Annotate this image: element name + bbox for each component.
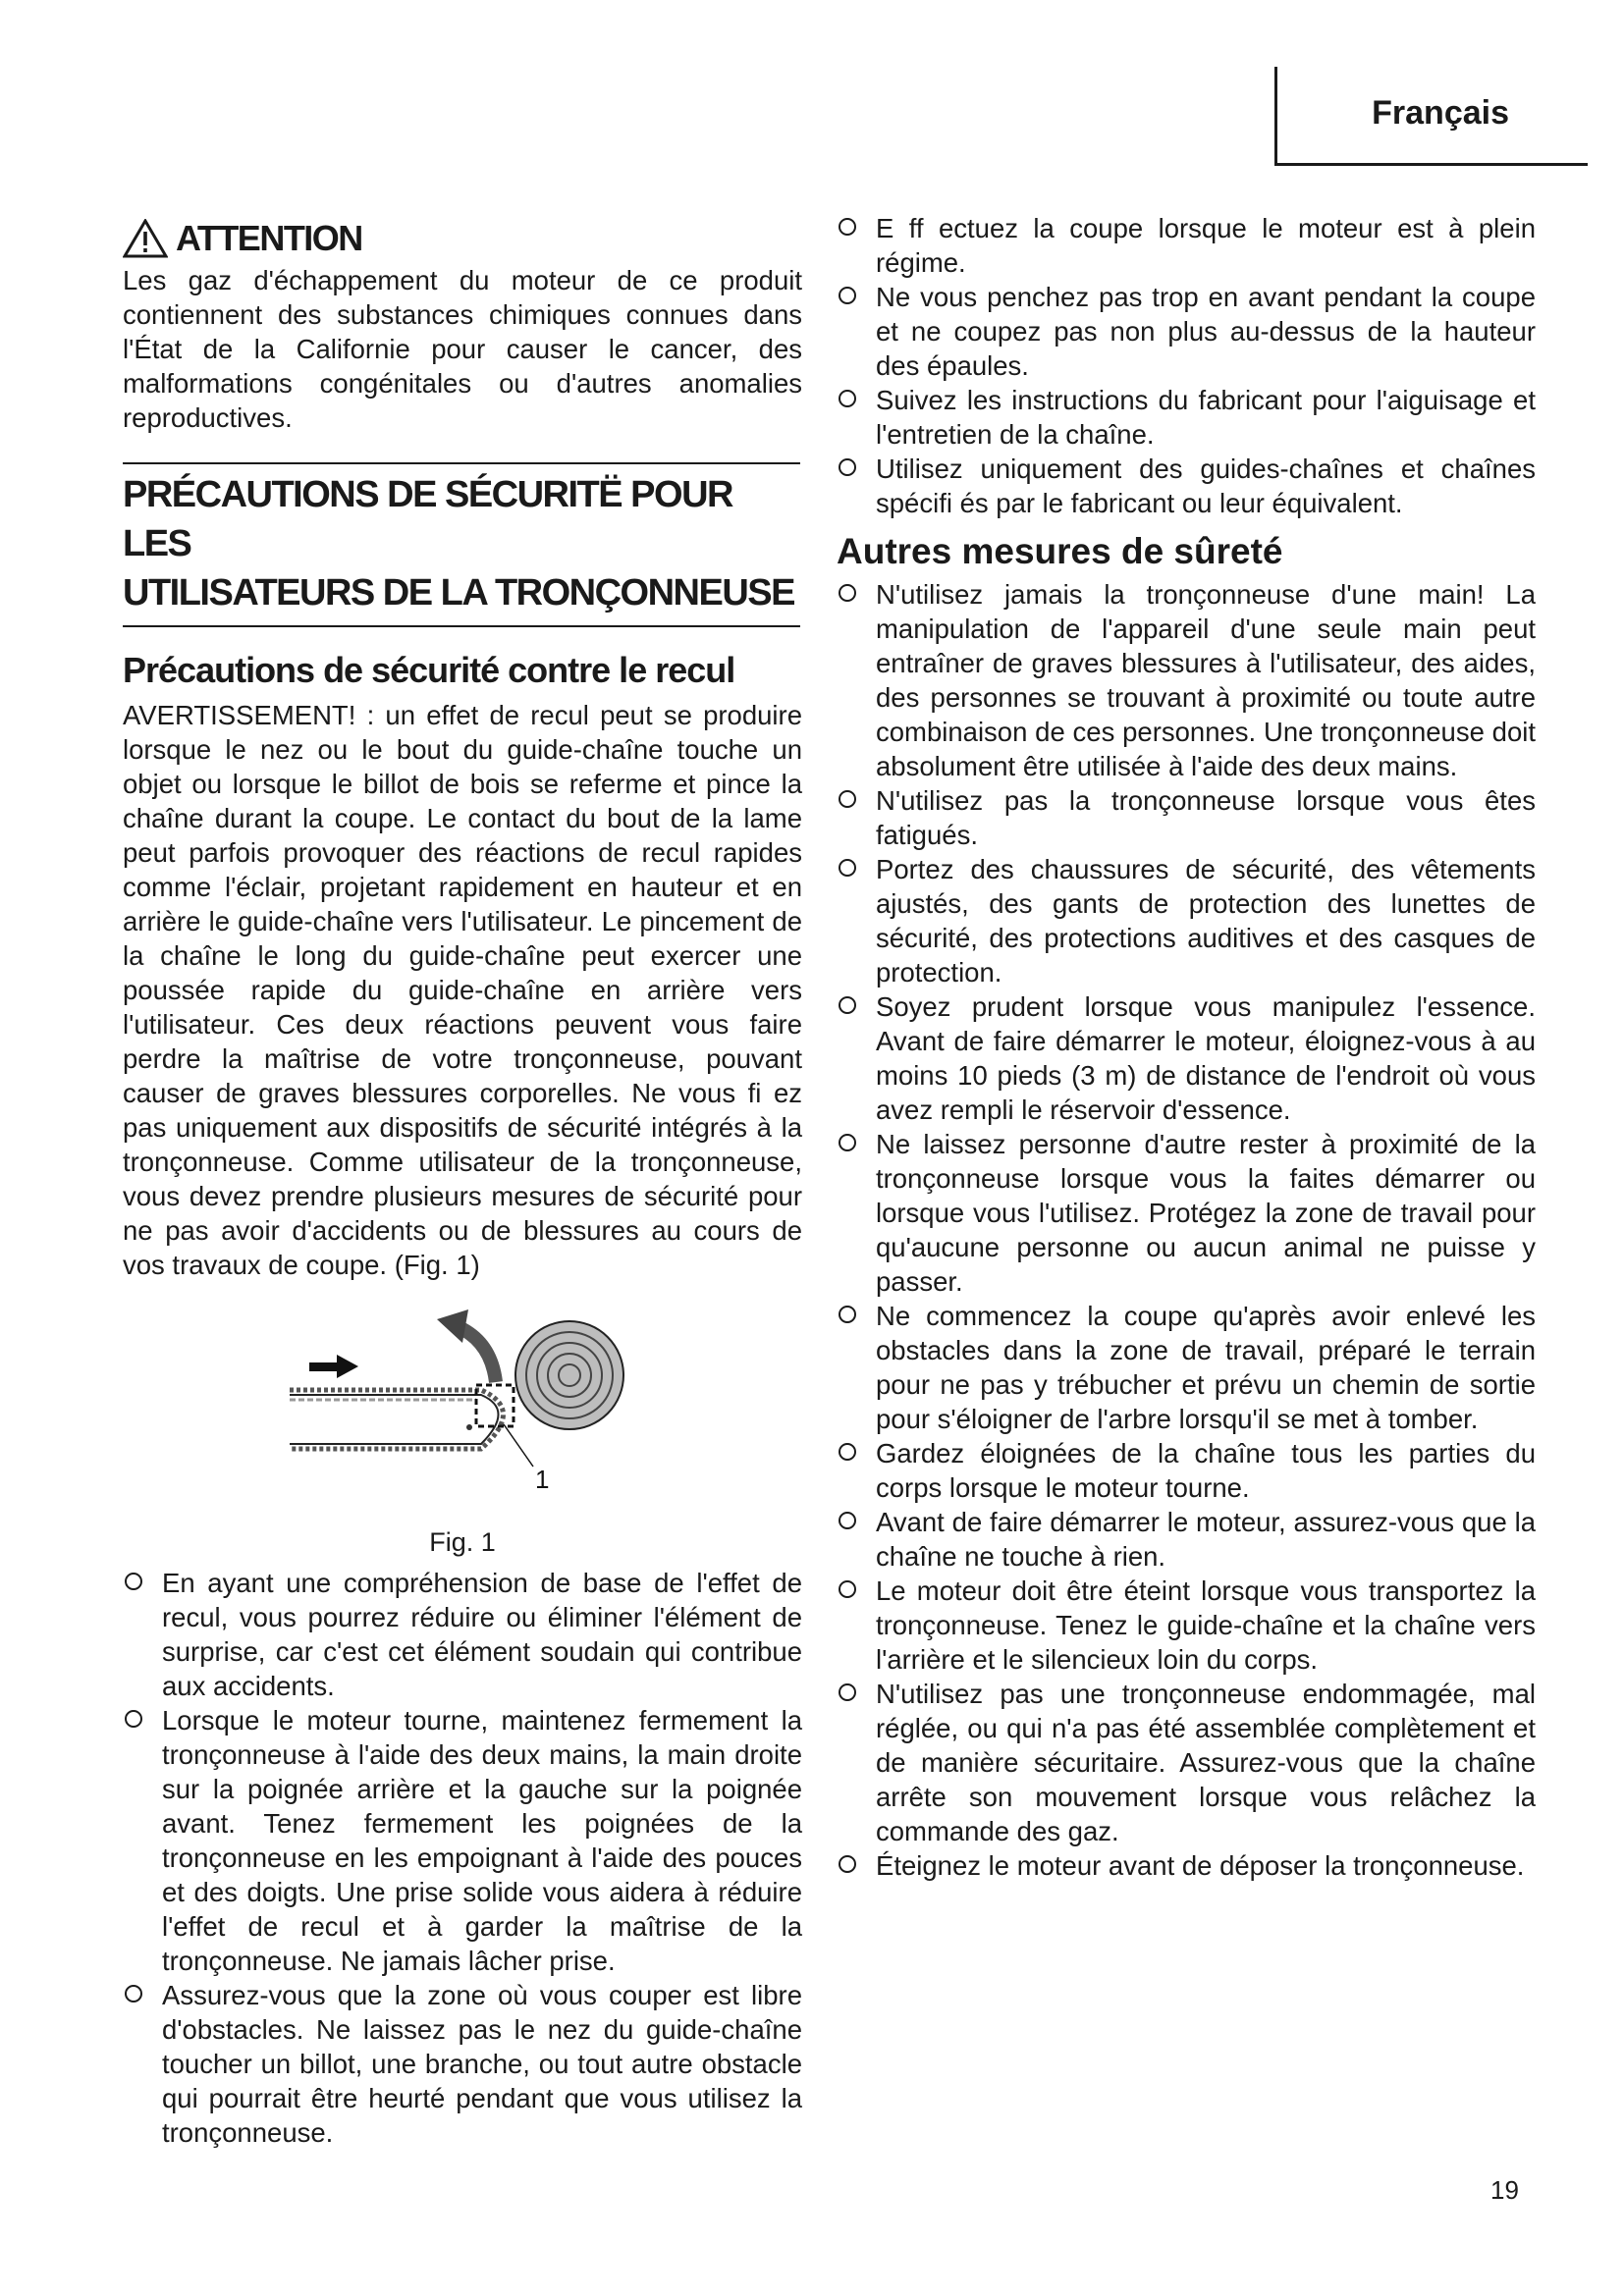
warning-triangle-icon xyxy=(123,219,168,258)
circle-bullet-icon xyxy=(839,1443,856,1461)
kickback-diagram xyxy=(290,1302,643,1508)
list-item: N'utilisez jamais la tronçonneuse d'une main! La manipulation de l'appareil d'une seule main peut entraîner de graves blessures à l'utilisateur, des aides, des personnes se trouvant à proximité ou toute autre combinaison de ces personnes. Une tronçonneuse doit absolument être utilisée à l'aide des deux mains. xyxy=(837,577,1536,783)
section-heading-line1: PRÉCAUTIONS DE SÉCURITË POUR LES xyxy=(123,474,732,564)
list-item: Gardez éloignées de la chaîne tous les parties du corps lorsque le moteur tourne. xyxy=(837,1436,1536,1505)
figure-1 xyxy=(123,1302,802,1527)
circle-bullet-icon xyxy=(839,390,856,407)
list-item: Avant de faire démarrer le moteur, assurez-vous que la chaîne ne touche à rien. xyxy=(837,1505,1536,1574)
circle-bullet-icon xyxy=(839,584,856,602)
circle-bullet-icon xyxy=(839,996,856,1014)
list-item: En ayant une compréhension de base de l'effet de recul, vous pourrez réduire ou éliminer l'élément de surprise, car c'est cet élément soudain qui contribue aux accidents. xyxy=(123,1566,802,1703)
attention-heading xyxy=(123,218,802,259)
attention-text: Les gaz d'échappement du moteur de ce produit contiennent des substances chimiques connues dans l'État de la Californie pour causer le cancer, des malformations congénitales ou d'autres anomalies reproductives. xyxy=(123,265,802,433)
circle-bullet-icon xyxy=(839,1306,856,1323)
circle-bullet-icon xyxy=(839,287,856,304)
figure-callout-label: 1 xyxy=(535,1465,550,1494)
circle-bullet-icon xyxy=(839,1512,856,1529)
list-item: Ne laissez personne d'autre rester à proximité de la tronçonneuse lorsque vous la faites démarrer ou lorsque vous l'utilisez. Protégez la zone de travail pour qu'aucune personne ou aucun animal ne puisse y passer. xyxy=(837,1127,1536,1299)
circle-bullet-icon xyxy=(839,790,856,808)
circle-bullet-icon xyxy=(839,1855,856,1873)
attention-title: ATTENTION xyxy=(176,218,362,258)
circle-bullet-icon xyxy=(125,1985,142,2002)
list-item: Utilisez uniquement des guides-chaînes et chaînes spécifi és par le fabricant ou leur équivalent. xyxy=(837,452,1536,520)
list-item: Ne vous penchez pas trop en avant pendant la coupe et ne coupez pas non plus au-dessus de la hauteur des épaules. xyxy=(837,280,1536,383)
list-item: E ff ectuez la coupe lorsque le moteur est à plein régime. xyxy=(837,211,1536,280)
circle-bullet-icon xyxy=(839,1134,856,1151)
circle-bullet-icon xyxy=(125,1573,142,1590)
left-column xyxy=(123,206,802,2150)
list-item: Portez des chaussures de sécurité, des vêtements ajustés, des gants de protection des lunettes de sécurité, des protections auditives et des casques de protection. xyxy=(837,852,1536,989)
circle-bullet-icon xyxy=(839,859,856,877)
page-number: 19 xyxy=(1490,2175,1519,2205)
right-bullet-list-top xyxy=(837,211,1536,520)
kickback-paragraph: AVERTISSEMENT! : un effet de recul peut se produire lorsque le nez ou le bout du guide-chaîne touche un objet ou lorsque le billot de bois se referme et pince la chaîne durant la coupe. Le contact du bout de la lame peut parfois provoquer des réactions de recul rapides comme l'éclair, projetant rapidement en hauteur et en arrière le guide-chaîne vers l'utilisateur. Le pincement de la chaîne le long du guide-chaîne peut exercer une poussée rapide du guide-chaîne en arrière vers l'utilisateur. Ces deux réactions peuvent vous faire perdre la maîtrise de votre tronçonneuse, pouvant causer de graves blessures corporelles. Ne vous fi ez pas uniquement aux dispositifs de sécurité intégrés à la tronçonneuse. Comme utilisateur de la tronçonneuse, vous devez prendre plusieurs mesures de sécurité pour ne pas avoir d'accidents ou de blessures au cours de vos travaux de coupe. (Fig. 1) xyxy=(123,700,802,1280)
section-heading xyxy=(123,462,800,627)
list-item: Suivez les instructions du fabricant pour l'aiguisage et l'entretien de la chaîne. xyxy=(837,383,1536,452)
list-item: Le moteur doit être éteint lorsque vous transportez la tronçonneuse. Tenez le guide-chaîne et la chaîne vers l'arrière et le silencieux loin du corps. xyxy=(837,1574,1536,1677)
list-item: Ne commencez la coupe qu'après avoir enlevé les obstacles dans la zone de travail, préparé le terrain pour ne pas y trébucher et prévu un chemin de sortie pour s'éloigner de l'arbre lorsqu'il se met à tomber. xyxy=(837,1299,1536,1436)
circle-bullet-icon xyxy=(839,1683,856,1701)
list-item: Assurez-vous que la zone où vous couper est libre d'obstacles. Ne laissez pas le nez du guide-chaîne toucher un billot, une branche, ou tout autre obstacle qui pourrait être heurté pendant que vous utilisez la tronçonneuse. xyxy=(123,1978,802,2150)
right-bullet-list-other xyxy=(837,577,1536,1883)
circle-bullet-icon xyxy=(839,1580,856,1598)
list-item: N'utilisez pas la tronçonneuse lorsque vous êtes fatigués. xyxy=(837,783,1536,852)
list-item: Soyez prudent lorsque vous manipulez l'essence. Avant de faire démarrer le moteur, éloignez-vous à au moins 10 pieds (3 m) de distance de l'endroit où vous avez rempli le réservoir d'essence. xyxy=(837,989,1536,1127)
right-column xyxy=(837,211,1536,1883)
circle-bullet-icon xyxy=(839,458,856,476)
other-measures-heading: Autres mesures de sûreté xyxy=(837,531,1283,571)
list-item: Lorsque le moteur tourne, maintenez fermement la tronçonneuse à l'aide des deux mains, la main droite sur la poignée arrière et la gauche sur la poignée avant. Tenez fermement les poignées de la tronçonneuse en les empoignant à l'aide des pouces et des doigts. Une prise solide vous aidera à réduire l'effet de recul et à garder la maîtrise de la tronçonneuse. Ne jamais lâcher prise. xyxy=(123,1703,802,1978)
language-label: Français xyxy=(1372,94,1509,132)
list-item: N'utilisez pas une tronçonneuse endommagée, mal réglée, ou qui n'a pas été assemblée complètement et de manière sécuritaire. Assurez-vous que la chaîne arrête son mouvement lorsque vous relâchez la commande des gaz. xyxy=(837,1677,1536,1848)
circle-bullet-icon xyxy=(839,218,856,236)
kickback-heading: Précautions de sécurité contre le recul xyxy=(123,650,735,690)
circle-bullet-icon xyxy=(125,1710,142,1728)
section-heading-line2: UTILISATEURS DE LA TRONÇONNEUSE xyxy=(123,572,794,614)
language-tab xyxy=(1274,67,1588,166)
list-item: Éteignez le moteur avant de déposer la tronçonneuse. xyxy=(837,1848,1536,1883)
figure-caption: Fig. 1 xyxy=(429,1527,496,1557)
guide-bar-illustration xyxy=(290,1390,504,1449)
left-bullet-list xyxy=(123,1566,802,2150)
log-illustration xyxy=(515,1321,623,1429)
